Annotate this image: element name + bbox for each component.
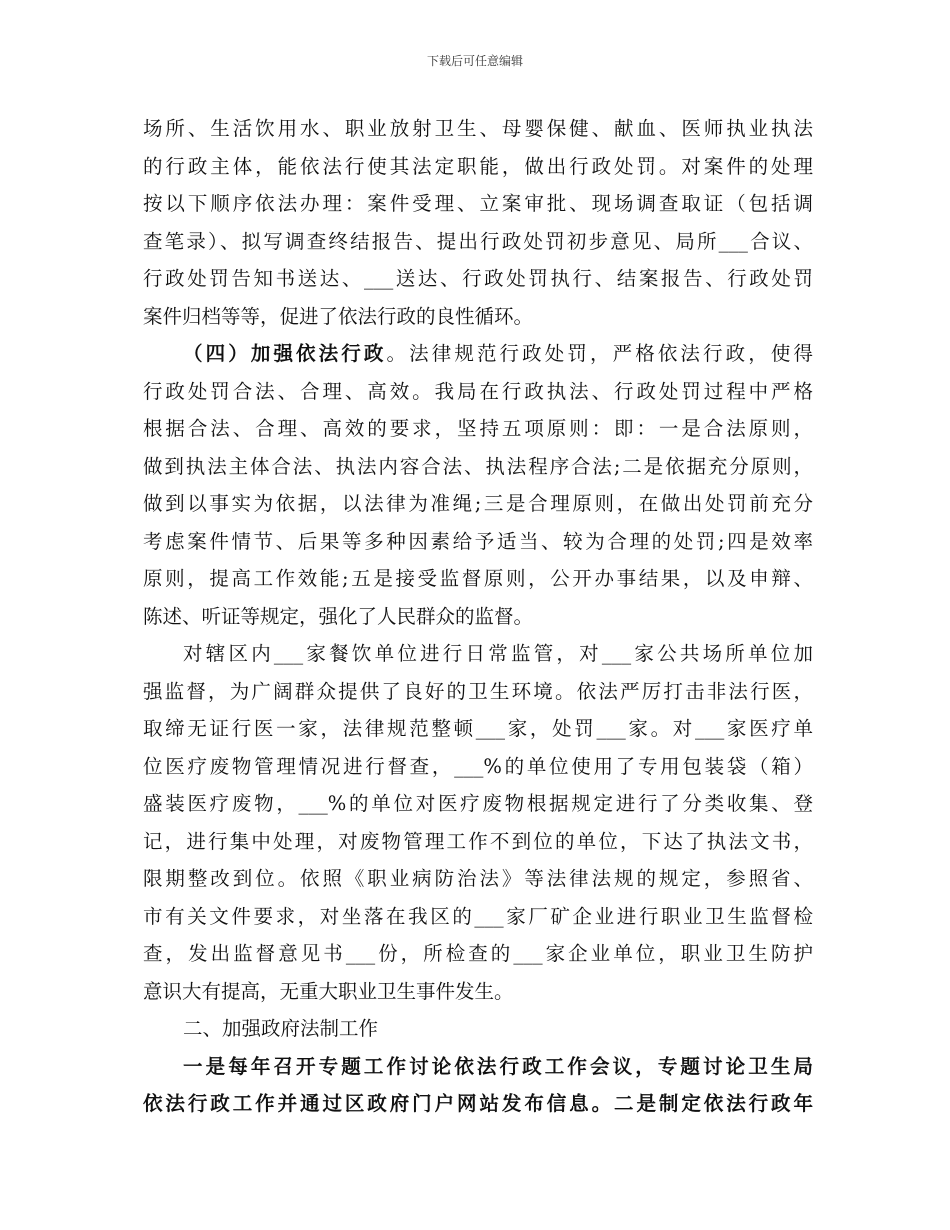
text-line: 查笔录）、拟写调查终结报告、提出行政处罚初步意见、局所___合议、 (143, 229, 813, 253)
section-four-heading: （四）加强依法行政 (183, 342, 387, 365)
text-line: 位医疗废物管理情况进行督查，___%的单位使用了专用包装袋（箱） (143, 754, 813, 778)
text-line: 做到以事实为依据，以法律为准绳;三是合理原则，在做出处罚前充分 (143, 492, 813, 515)
text-line: 原则，提高工作效能;五是接受监督原则，公开办事结果，以及申辩、 (143, 567, 813, 590)
text-line: 根据合法、合理、高效的要求，坚持五项原则：即：一是合法原则， (143, 417, 813, 440)
text-line: 市有关文件要求，对坐落在我区的___家厂矿企业进行职业卫生监督检 (143, 904, 813, 928)
text-line: 做到执法主体合法、执法内容合法、执法程序合法;二是依据充分原则， (143, 454, 813, 478)
page-header: 下载后可任意编辑 (426, 54, 523, 68)
section-four-first-line (143, 335, 813, 373)
text-line: 行政处罚合法、合理、高效。我局在行政执法、行政处罚过程中严格 (143, 379, 813, 403)
text-line: 记，进行集中处理，对废物管理工作不到位的单位，下达了执法文书， (143, 829, 813, 853)
text-line: 意识大有提高，无重大职业卫生事件发生。 (143, 979, 514, 1003)
text-line: 依法行政工作并通过区政府门户网站发布信息。二是制定依法行政年 (143, 1092, 813, 1115)
text-line: 强监督，为广阔群众提供了良好的卫生环境。依法严厉打击非法行医， (143, 679, 813, 703)
text-line: 限期整改到位。依照《职业病防治法》等法律法规的规定，参照省、 (143, 867, 813, 890)
text-line: 对辖区内___家餐饮单位进行日常监管，对___家公共场所单位加 (183, 642, 813, 665)
section-two-heading: 二、加强政府法制工作 (183, 1017, 379, 1040)
text-line: 案件归档等等，促进了依法行政的良性循环。 (143, 304, 534, 328)
text-line: 的行政主体，能依法行使其法定职能，做出行政处罚。对案件的处理 (143, 154, 813, 178)
text-line: 取缔无证行医一家，法律规范整顿___家，处罚___家。对___家医疗单 (143, 717, 813, 740)
text-line: 场所、生活饮用水、职业放射卫生、母婴保健、献血、医师执业执法 (143, 117, 813, 140)
text-line: 查，发出监督意见书___份，所检查的___家企业单位，职业卫生防护 (143, 942, 813, 965)
section-four-first-text: 。法律规范行政处罚，严格依法行政，使得 (386, 342, 813, 365)
text-line: 按以下顺序依法办理：案件受理、立案审批、现场调查取证（包括调 (143, 192, 813, 215)
text-line: 陈述、听证等规定，强化了人民群众的监督。 (143, 604, 534, 628)
text-line: 一是每年召开专题工作讨论依法行政工作会议，专题讨论卫生局 (183, 1054, 813, 1078)
text-line: 行政处罚告知书送达、___送达、行政处罚执行、结案报告、行政处罚 (143, 267, 813, 290)
text-line: 考虑案件情节、后果等多种因素给予适当、较为合理的处罚;四是效率 (143, 529, 813, 553)
document-body (143, 110, 813, 1123)
text-line: 盛装医疗废物，___%的单位对医疗废物根据规定进行了分类收集、登 (143, 792, 813, 815)
